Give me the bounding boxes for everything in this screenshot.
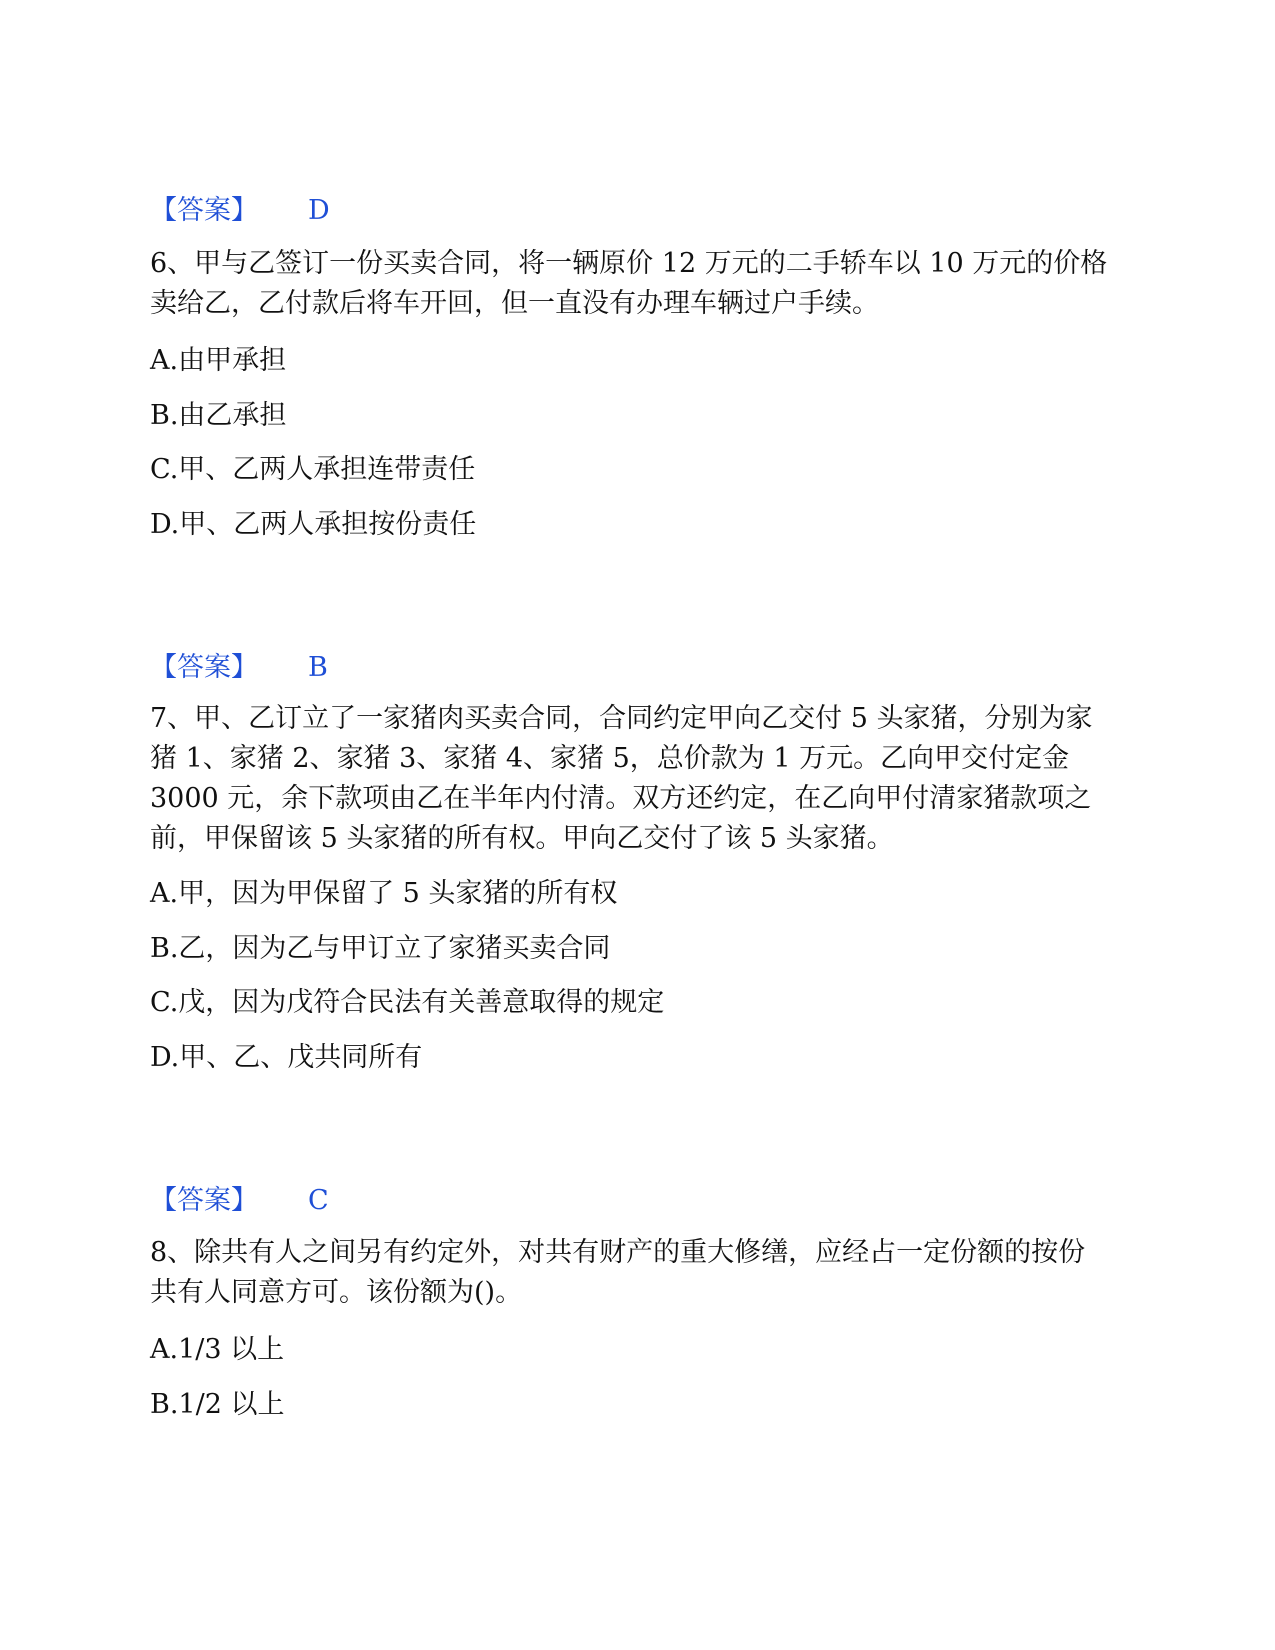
q8-option-a: A.1/3 以上	[150, 1334, 285, 1365]
question-7-text: 7、甲、乙订立了一家猪肉买卖合同，合同约定甲向乙交付 5 头家猪，分别为家猪 1、家猪 2、家猪 3、家猪 4、家猪 5，总价款为 1 万元。乙向甲交付定金 3000 元，余下款项由乙在半年内付清。双方还约定，在乙向甲付清家猪款项之前，甲保留该 5 头家猪的所有权。甲向乙交付了该 5 头家猪。	[150, 703, 1093, 854]
answer-value: C	[308, 1185, 329, 1216]
answer-value: B	[308, 652, 328, 683]
q6-option-a: A.由甲承担	[150, 345, 287, 376]
q7-option-d: D.甲、乙、戊共同所有	[150, 1042, 423, 1073]
answer-line-q5	[150, 188, 330, 227]
q7-option-a: A.甲，因为甲保留了 5 头家猪的所有权	[150, 878, 618, 909]
answer-value: D	[308, 195, 330, 226]
q7-option-c: C.戊，因为戊符合民法有关善意取得的规定	[150, 987, 665, 1018]
answer-label: 【答案】	[150, 195, 258, 226]
q6-option-b: B.由乙承担	[150, 400, 287, 431]
question-6-text: 6、甲与乙签订一份买卖合同，将一辆原价 12 万元的二手轿车以 10 万元的价格卖给乙，乙付款后将车开回，但一直没有办理车辆过户手续。	[150, 248, 1108, 319]
question-8-text: 8、除共有人之间另有约定外，对共有财产的重大修缮，应经占一定份额的按份共有人同意方可。该份额为()。	[150, 1237, 1086, 1308]
answer-label: 【答案】	[150, 1185, 258, 1216]
q7-option-b: B.乙，因为乙与甲订立了家猪买卖合同	[150, 933, 611, 964]
answer-line-q6	[150, 645, 328, 684]
q8-option-b: B.1/2 以上	[150, 1389, 285, 1420]
answer-line-q7	[150, 1178, 329, 1217]
q6-option-c: C.甲、乙两人承担连带责任	[150, 454, 476, 485]
q6-option-d: D.甲、乙两人承担按份责任	[150, 509, 477, 540]
answer-label: 【答案】	[150, 652, 258, 683]
